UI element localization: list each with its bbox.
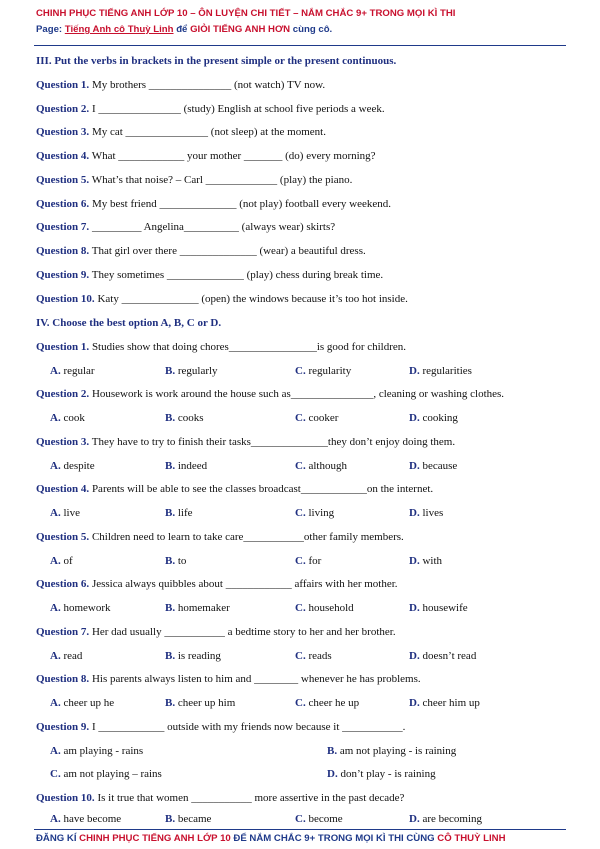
option-letter: D. <box>409 365 420 377</box>
question-text: What’s that noise? – Carl _____________ (play) the piano. <box>89 174 353 186</box>
option-text: cooks <box>175 412 204 424</box>
option-letter: D. <box>409 813 420 825</box>
header-page-suffix: cùng cô. <box>290 24 333 35</box>
option-letter: C. <box>295 602 306 614</box>
question-text: I ____________ outside with my friends now because it ___________. <box>89 721 406 733</box>
option-letter: D. <box>409 555 420 567</box>
option-text: regular <box>60 365 95 377</box>
s4-question-6 <box>36 578 398 590</box>
option-text: with <box>419 555 443 567</box>
option-text: is reading <box>175 650 221 662</box>
question-text: Parents will be able to see the classes broadcast____________on the internet. <box>89 483 434 495</box>
s4-q7-option-c <box>295 650 332 662</box>
question-label: Question 6. <box>36 578 90 590</box>
option-letter: B. <box>165 697 176 709</box>
question-text: They sometimes ______________ (play) chess during break time. <box>89 269 384 281</box>
facebook-page-link[interactable]: Tiếng Anh cô Thuỳ Linh <box>64 24 174 35</box>
option-letter: B. <box>327 745 338 757</box>
option-letter: D. <box>409 697 420 709</box>
option-text: for <box>305 555 322 567</box>
s4-q7-option-d <box>409 650 476 662</box>
s4-q5-option-c <box>295 555 321 567</box>
option-text: cheer up him <box>175 697 236 709</box>
s4-q4-option-b <box>165 507 193 519</box>
s4-q10-option-b <box>165 813 211 825</box>
question-label: Question 2. <box>36 103 90 115</box>
s3-question-2 <box>36 103 385 115</box>
option-letter: D. <box>409 460 420 472</box>
option-text: have become <box>60 813 122 825</box>
s4-q2-option-b <box>165 412 204 424</box>
option-letter: D. <box>409 602 420 614</box>
question-text: I _______________ (study) English at school five periods a week. <box>89 103 385 115</box>
s4-q9-option-a <box>50 745 143 757</box>
option-letter: B. <box>165 813 176 825</box>
s4-q9-option-c <box>50 768 162 780</box>
s4-q10-option-a <box>50 813 121 825</box>
question-label: Question 9. <box>36 721 90 733</box>
option-letter: A. <box>50 412 61 424</box>
question-label: Question 7. <box>36 626 90 638</box>
option-letter: A. <box>50 697 61 709</box>
option-letter: C. <box>50 768 61 780</box>
s4-q6-option-c <box>295 602 354 614</box>
option-text: don’t play - is raining <box>337 768 436 780</box>
header-page-highlight: GIỎI TIẾNG ANH HƠN <box>190 24 291 35</box>
option-letter: B. <box>165 460 176 472</box>
s4-q1-option-d <box>409 365 472 377</box>
question-text: They have to try to finish their tasks______________they don’t enjoy doing them. <box>89 436 456 448</box>
header-page-mid: để <box>173 24 191 35</box>
s4-question-4 <box>36 483 433 495</box>
option-text: live <box>60 507 80 519</box>
question-text: His parents always listen to him and ________ whenever he has problems. <box>89 673 421 685</box>
s4-q4-option-a <box>50 507 80 519</box>
option-letter: A. <box>50 745 61 757</box>
option-text: indeed <box>175 460 208 472</box>
option-letter: A. <box>50 365 61 377</box>
s4-q6-option-b <box>165 602 230 614</box>
s3-question-9 <box>36 269 383 281</box>
question-text: Is it true that women ___________ more assertive in the past decade? <box>94 792 405 804</box>
question-label: Question 7. <box>36 221 90 233</box>
s4-q8-option-d <box>409 697 480 709</box>
question-label: Question 10. <box>36 293 95 305</box>
option-letter: D. <box>409 507 420 519</box>
s3-question-5 <box>36 174 352 186</box>
option-letter: C. <box>295 650 306 662</box>
option-letter: D. <box>409 412 420 424</box>
s4-q1-option-c <box>295 365 351 377</box>
option-letter: A. <box>50 460 61 472</box>
question-label: Question 5. <box>36 174 90 186</box>
option-text: become <box>305 813 343 825</box>
footer-blue-1: ĐĂNG KÍ <box>36 833 80 844</box>
option-text: regularities <box>419 365 472 377</box>
option-letter: A. <box>50 650 61 662</box>
footer-banner <box>36 833 506 844</box>
option-text: because <box>419 460 458 472</box>
option-letter: A. <box>50 813 61 825</box>
option-text: housewife <box>419 602 468 614</box>
option-letter: D. <box>327 768 338 780</box>
option-letter: B. <box>165 555 176 567</box>
question-text: What ____________ your mother _______ (do) every morning? <box>89 150 376 162</box>
s4-question-2 <box>36 388 504 400</box>
s3-question-6 <box>36 198 391 210</box>
option-letter: B. <box>165 412 176 424</box>
option-text: cheer him up <box>419 697 480 709</box>
s4-question-7 <box>36 626 396 638</box>
question-text: That girl over there ______________ (wear) a beautiful dress. <box>89 245 366 257</box>
s4-q5-option-b <box>165 555 186 567</box>
option-text: am not playing – rains <box>60 768 162 780</box>
option-text: of <box>60 555 73 567</box>
footer-red-1: CHINH PHỤC TIẾNG ANH LỚP 10 <box>79 833 231 844</box>
option-letter: C. <box>295 507 306 519</box>
s3-question-1 <box>36 79 325 91</box>
question-label: Question 2. <box>36 388 90 400</box>
option-text: doesn’t read <box>419 650 477 662</box>
header-page-prefix: Page: <box>36 24 65 35</box>
s4-q6-option-d <box>409 602 468 614</box>
question-label: Question 4. <box>36 483 90 495</box>
s4-q8-option-b <box>165 697 235 709</box>
s4-question-1 <box>36 341 406 353</box>
question-label: Question 1. <box>36 79 90 91</box>
option-letter: B. <box>165 650 176 662</box>
question-text: My cat _______________ (not sleep) at the moment. <box>89 126 326 138</box>
question-text: Housework is work around the house such as_______________, cleaning or washing clothes. <box>89 388 505 400</box>
section-4-title: IV. Choose the best option A, B, C or D. <box>36 317 222 329</box>
s4-q7-option-b <box>165 650 221 662</box>
question-text: Her dad usually ___________ a bedtime story to her and her brother. <box>89 626 396 638</box>
s4-q7-option-a <box>50 650 82 662</box>
s4-q1-option-b <box>165 365 218 377</box>
option-text: lives <box>419 507 444 519</box>
option-text: homework <box>60 602 111 614</box>
option-text: cook <box>60 412 85 424</box>
section-3-title: III. Put the verbs in brackets in the present simple or the present continuous. <box>36 55 397 67</box>
s4-q4-option-d <box>409 507 443 519</box>
question-text: My best friend ______________ (not play) football every weekend. <box>89 198 392 210</box>
s3-question-10 <box>36 293 408 305</box>
question-label: Question 3. <box>36 126 90 138</box>
option-text: reads <box>305 650 332 662</box>
question-label: Question 8. <box>36 673 90 685</box>
option-text: read <box>60 650 83 662</box>
s4-q9-option-d <box>327 768 436 780</box>
question-label: Question 1. <box>36 341 90 353</box>
footer-divider <box>34 829 566 830</box>
s3-question-7 <box>36 221 335 233</box>
question-label: Question 5. <box>36 531 90 543</box>
option-letter: D. <box>409 650 420 662</box>
s4-q3-option-d <box>409 460 457 472</box>
option-letter: C. <box>295 555 306 567</box>
question-label: Question 6. <box>36 198 90 210</box>
question-text: Jessica always quibbles about ____________ affairs with her mother. <box>89 578 398 590</box>
option-text: am playing - rains <box>60 745 144 757</box>
option-letter: A. <box>50 555 61 567</box>
option-text: cooker <box>305 412 339 424</box>
option-text: to <box>175 555 187 567</box>
question-text: My brothers _______________ (not watch) TV now. <box>89 79 326 91</box>
option-text: despite <box>60 460 95 472</box>
question-text: _________ Angelina__________ (always wear) skirts? <box>89 221 336 233</box>
s4-q4-option-c <box>295 507 334 519</box>
question-label: Question 8. <box>36 245 90 257</box>
option-text: living <box>305 507 335 519</box>
s4-q8-option-c <box>295 697 359 709</box>
s4-question-9 <box>36 721 405 733</box>
option-letter: C. <box>295 365 306 377</box>
option-text: household <box>305 602 354 614</box>
option-text: cooking <box>419 412 458 424</box>
s4-q5-option-d <box>409 555 442 567</box>
option-text: regularity <box>305 365 352 377</box>
s4-q6-option-a <box>50 602 111 614</box>
footer-red-2: CÔ THUỲ LINH <box>437 833 506 844</box>
option-text: life <box>175 507 193 519</box>
question-label: Question 3. <box>36 436 90 448</box>
option-letter: C. <box>295 697 306 709</box>
question-text: Children need to learn to take care___________other family members. <box>89 531 404 543</box>
option-letter: B. <box>165 602 176 614</box>
s4-q2-option-a <box>50 412 85 424</box>
option-letter: A. <box>50 602 61 614</box>
option-text: homemaker <box>175 602 230 614</box>
header-page-line <box>36 24 332 35</box>
s4-q2-option-d <box>409 412 458 424</box>
option-text: am not playing - is raining <box>337 745 457 757</box>
option-text: became <box>175 813 212 825</box>
option-letter: C. <box>295 813 306 825</box>
s4-q1-option-a <box>50 365 95 377</box>
s3-question-3 <box>36 126 326 138</box>
s4-q10-option-d <box>409 813 482 825</box>
header-title: CHINH PHỤC TIẾNG ANH LỚP 10 – ÔN LUYỆN CHI TIẾT – NẮM CHẮC 9+ TRONG MỌI KÌ THI <box>36 8 456 19</box>
footer-blue-2: ĐỂ NẮM CHẮC 9+ TRONG MỌI KÌ THI CÙNG <box>230 833 438 844</box>
s4-q2-option-c <box>295 412 338 424</box>
header-divider <box>34 45 566 46</box>
option-letter: A. <box>50 507 61 519</box>
s4-q9-option-b <box>327 745 456 757</box>
option-text: are becoming <box>419 813 483 825</box>
question-label: Question 9. <box>36 269 90 281</box>
option-letter: B. <box>165 507 176 519</box>
s4-q3-option-a <box>50 460 95 472</box>
s3-question-4 <box>36 150 376 162</box>
s4-question-5 <box>36 531 404 543</box>
s4-q3-option-b <box>165 460 207 472</box>
question-text: Studies show that doing chores________________is good for children. <box>89 341 407 353</box>
s4-question-8 <box>36 673 421 685</box>
option-text: cheer he up <box>305 697 360 709</box>
question-text: Katy ______________ (open) the windows because it’s too hot inside. <box>94 293 408 305</box>
option-text: regularly <box>175 365 218 377</box>
s4-q10-option-c <box>295 813 343 825</box>
s4-question-10 <box>36 792 404 804</box>
s4-q8-option-a <box>50 697 114 709</box>
option-text: cheer up he <box>60 697 115 709</box>
option-letter: C. <box>295 460 306 472</box>
option-text: although <box>305 460 347 472</box>
question-label: Question 4. <box>36 150 90 162</box>
option-letter: B. <box>165 365 176 377</box>
question-label: Question 10. <box>36 792 95 804</box>
s4-q5-option-a <box>50 555 73 567</box>
s3-question-8 <box>36 245 366 257</box>
s4-question-3 <box>36 436 455 448</box>
s4-q3-option-c <box>295 460 347 472</box>
option-letter: C. <box>295 412 306 424</box>
